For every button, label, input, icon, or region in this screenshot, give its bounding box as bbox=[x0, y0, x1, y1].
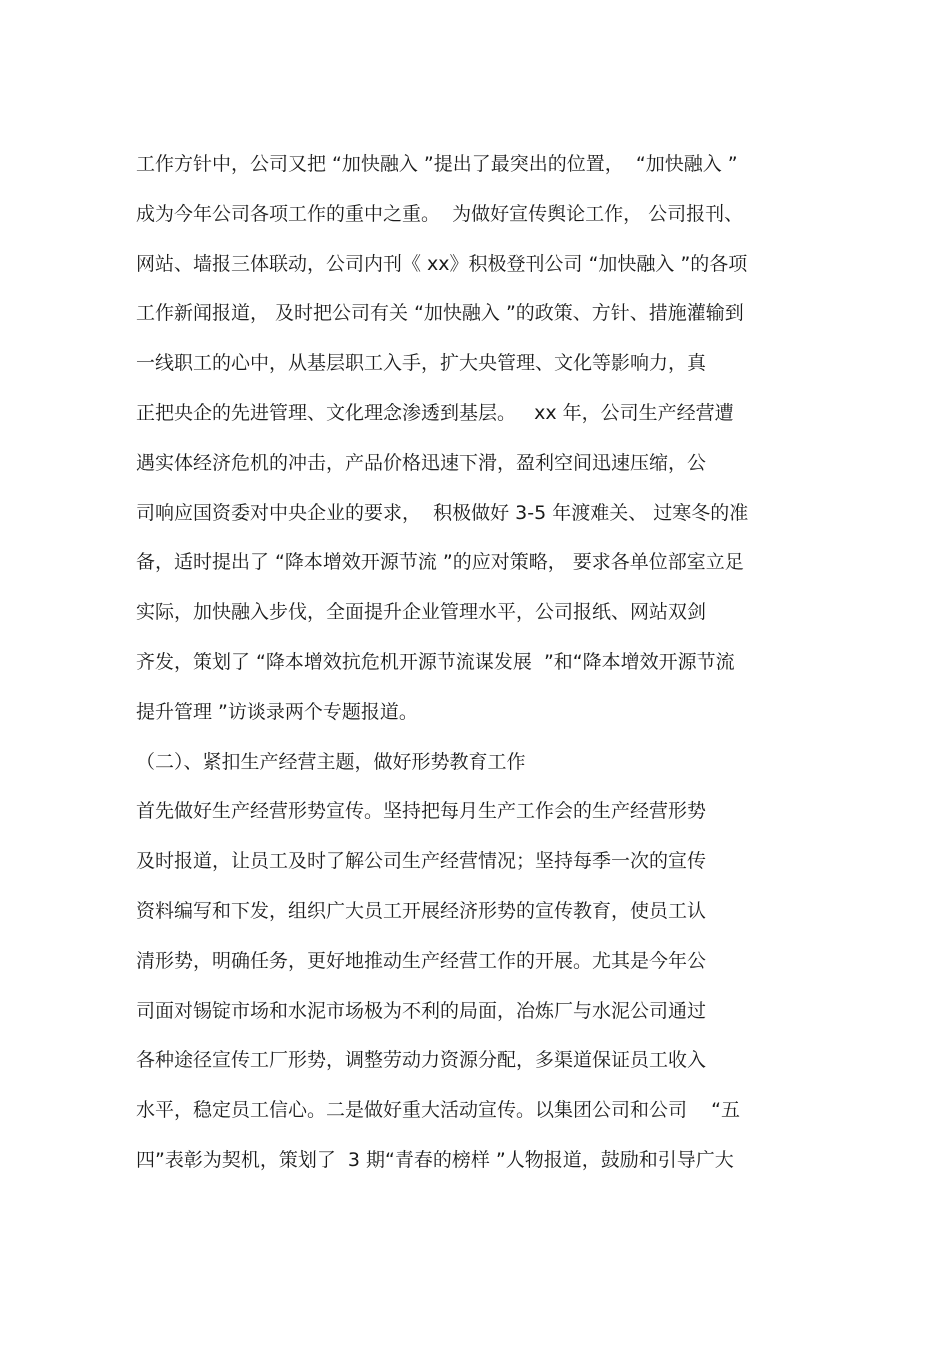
text-line: 水平，稳定员工信心。二是做好重大活动宣传。以集团公司和公司 “五 bbox=[136, 1099, 741, 1122]
body-text bbox=[136, 142, 826, 1188]
text-line: 各种途径宣传工厂形势，调整劳动力资源分配，多渠道保证员工收入 bbox=[136, 1049, 707, 1072]
text-line: 备，适时提出了 “降本增效开源节流 ”的应对策略， 要求各单位部室立足 bbox=[136, 551, 744, 574]
text-line: 网站、墙报三体联动，公司内刊《 xx》积极登刊公司 “加快融入 ”的各项 bbox=[136, 252, 748, 275]
section-heading: （二）、紧扣生产经营主题，做好形势教育工作 bbox=[136, 750, 526, 773]
text-line: 及时报道，让员工及时了解公司生产经营情况；坚持每季一次的宣传 bbox=[136, 850, 707, 873]
text-line: 司响应国资委对中央企业的要求， 积极做好 3-5 年渡难关、 过寒冬的准 bbox=[136, 501, 749, 524]
text-line: 工作新闻报道， 及时把公司有关 “加快融入 ”的政策、方针、措施灌输到 bbox=[136, 302, 744, 325]
text-line: 遇实体经济危机的冲击，产品价格迅速下滑，盈利空间迅速压缩，公 bbox=[136, 451, 707, 474]
text-line: 提升管理 ”访谈录两个专题报道。 bbox=[136, 700, 418, 723]
text-line: 司面对锡锭市场和水泥市场极为不利的局面，冶炼厂与水泥公司通过 bbox=[136, 999, 707, 1022]
text-line: 齐发，策划了 “降本增效抗危机开源节流谋发展 ”和“降本增效开源节流 bbox=[136, 650, 735, 673]
text-line: 资料编写和下发，组织广大员工开展经济形势的宣传教育，使员工认 bbox=[136, 899, 707, 922]
text-line: 成为今年公司各项工作的重中之重。 为做好宣传舆论工作， 公司报刊、 bbox=[136, 202, 744, 225]
text-line: 首先做好生产经营形势宣传。坚持把每月生产工作会的生产经营形势 bbox=[136, 800, 707, 823]
text-line: 实际，加快融入步伐，全面提升企业管理水平，公司报纸、网站双剑 bbox=[136, 601, 707, 624]
text-line: 清形势，明确任务，更好地推动生产经营工作的开展。尤其是今年公 bbox=[136, 949, 707, 972]
text-line: 四”表彰为契机，策划了 3 期“青春的榜样 ”人物报道，鼓励和引导广大 bbox=[136, 1148, 734, 1171]
text-line: 正把央企的先进管理、文化理念渗透到基层。 xx 年，公司生产经营遭 bbox=[136, 401, 734, 424]
text-line: 一线职工的心中，从基层职工入手，扩大央管理、文化等影响力，真 bbox=[136, 352, 707, 375]
text-line: 工作方针中，公司又把 “加快融入 ”提出了最突出的位置， “加快融入 ” bbox=[136, 153, 738, 175]
